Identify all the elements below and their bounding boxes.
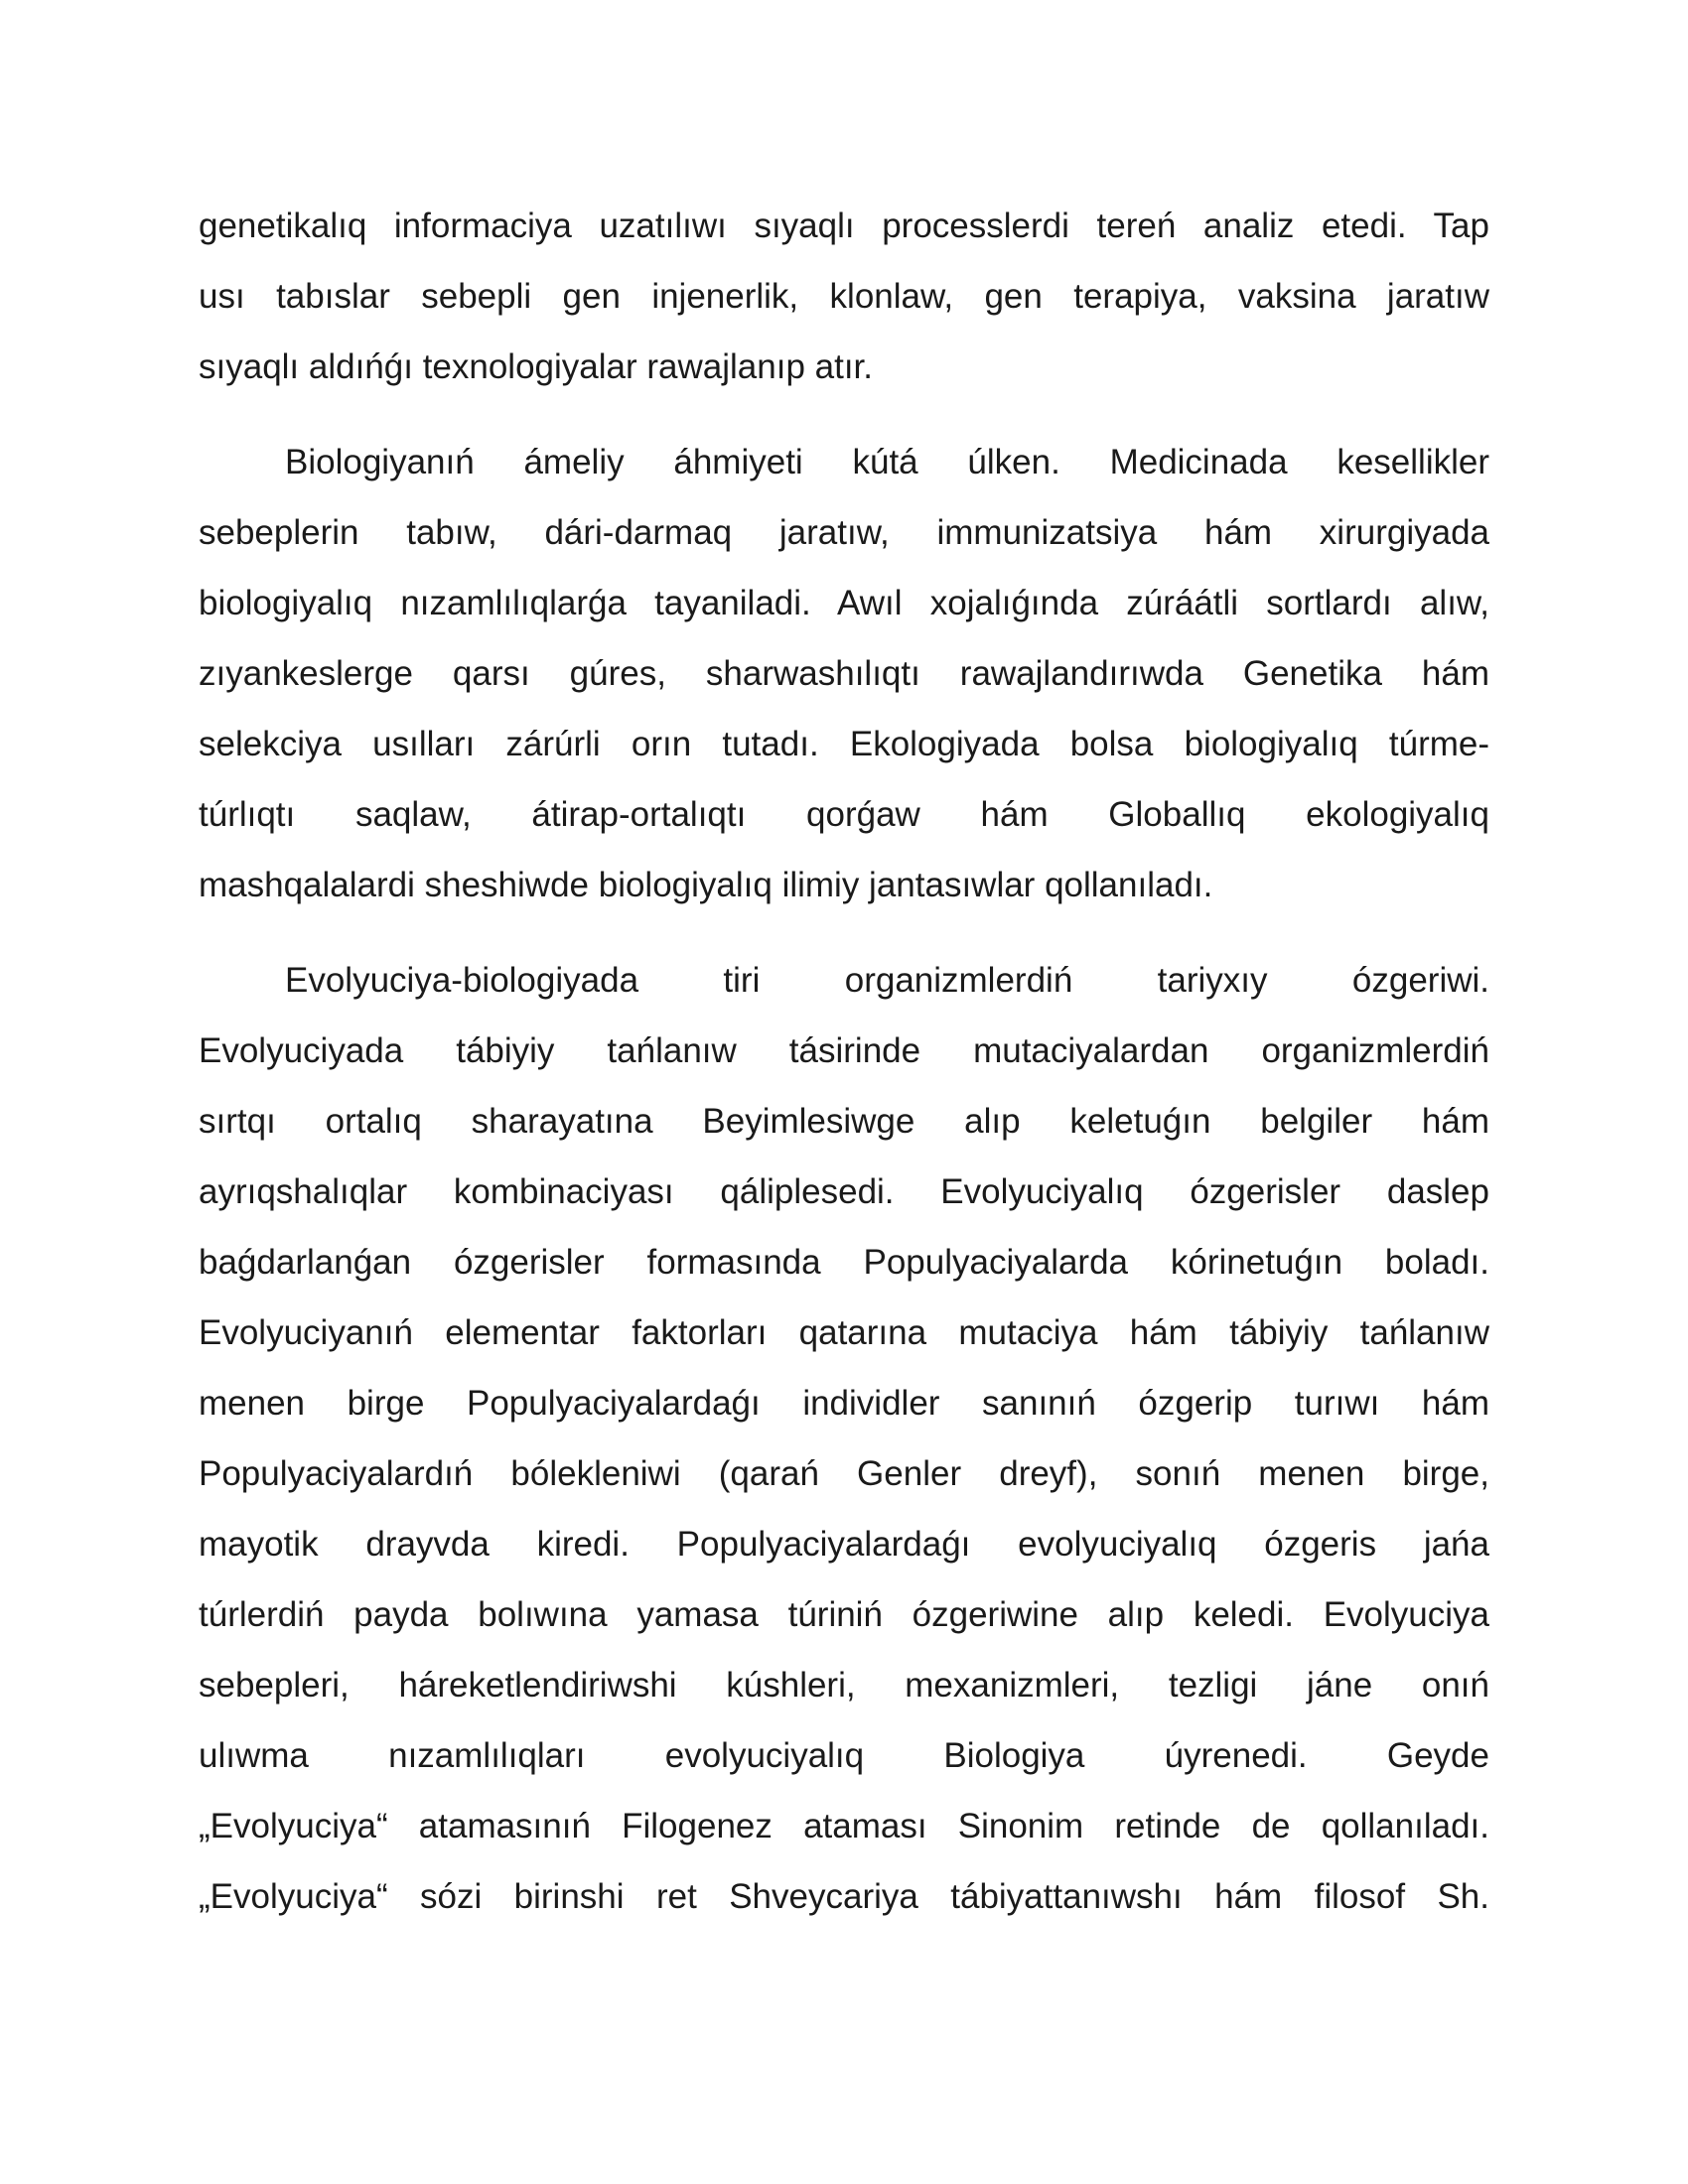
document-page [199,191,1489,1932]
text-line: zıyankeslerge qarsı gúres, sharwashılıqtı rawajlandırıwda Genetika hám [199,654,1489,693]
text-line: sırtqı ortalıq sharayatına Beyimlesiwge alıp keletuǵın belgiler hám [199,1102,1489,1141]
text-line: mashqalalardi sheshiwde biologiyalıq ilimiy jantasıwlar qollanıladı. [199,866,1213,904]
text-line: baǵdarlanǵan ózgerisler formasında Populyaciyalarda kórinetuǵın boladı. [199,1243,1489,1282]
text-line: sebepleri, háreketlendiriwshi kúshleri, mexanizmleri, tezligi jáne onıń [199,1666,1489,1705]
text-line: biologiyalıq nızamlılıqlarǵa tayaniladi. Awıl xojalıǵında zúráátli sortlardı alıw, [199,584,1489,622]
text-line: Evolyuciya-biologiyada tiri organizmlerdiń tariyxıy ózgeriwi. [285,961,1489,1000]
text-line: genetikalıq informaciya uzatılıwı sıyaqlı processlerdi tereń analiz etedi. Tap [199,206,1489,245]
text-line: „Evolyuciya“ sózi birinshi ret Shveycariya tábiyattanıwshı hám filosof Sh. [199,1877,1489,1916]
text-line: túrlıqtı saqlaw, átirap-ortalıqtı qorǵaw hám Globallıq ekologiyalıq [199,795,1489,834]
text-line: „Evolyuciya“ atamasınıń Filogenez ataması Sinonim retinde de qollanıladı. [199,1807,1489,1845]
text-line: selekciya usılları zárúrli orın tutadı. Ekologiyada bolsa biologiyalıq túrme- [199,725,1489,763]
text-line: Evolyuciyanıń elementar faktorları qatarına mutaciya hám tábiyiy tańlanıw [199,1313,1489,1352]
text-line: ayrıqshalıqlar kombinaciyası qáliplesedi. Evolyuciyalıq ózgerisler daslep [199,1172,1489,1211]
paragraph-2 [199,427,1489,920]
text-line: sebeplerin tabıw, dári-darmaq jaratıw, immunizatsiya hám xirurgiyada [199,513,1489,552]
text-line: mayotik drayvda kiredi. Populyaciyalardaǵı evolyuciyalıq ózgeris jańa [199,1525,1489,1564]
paragraph-3 [199,945,1489,1932]
text-line: Populyaciyalardıń bólekleniwi (qarań Genler dreyf), sonıń menen birge, [199,1454,1489,1493]
text-line: Biologiyanıń ámeliy áhmiyeti kútá úlken. Medicinada kesellikler [285,443,1489,481]
paragraph-1 [199,191,1489,402]
text-line: Evolyuciyada tábiyiy tańlanıw tásirinde mutaciyalardan organizmlerdiń [199,1031,1489,1070]
text-line: menen birge Populyaciyalardaǵı individler sanınıń ózgerip turıwı hám [199,1384,1489,1423]
text-line: ulıwma nızamlılıqları evolyuciyalıq Biologiya úyrenedi. Geyde [199,1736,1489,1775]
text-line: sıyaqlı aldıńǵı texnologiyalar rawajlanıp atır. [199,347,873,386]
text-line: usı tabıslar sebepli gen injenerlik, klonlaw, gen terapiya, vaksina jaratıw [199,277,1489,316]
text-line: túrlerdiń payda bolıwına yamasa túriniń ózgeriwine alıp keledi. Evolyuciya [199,1595,1489,1634]
